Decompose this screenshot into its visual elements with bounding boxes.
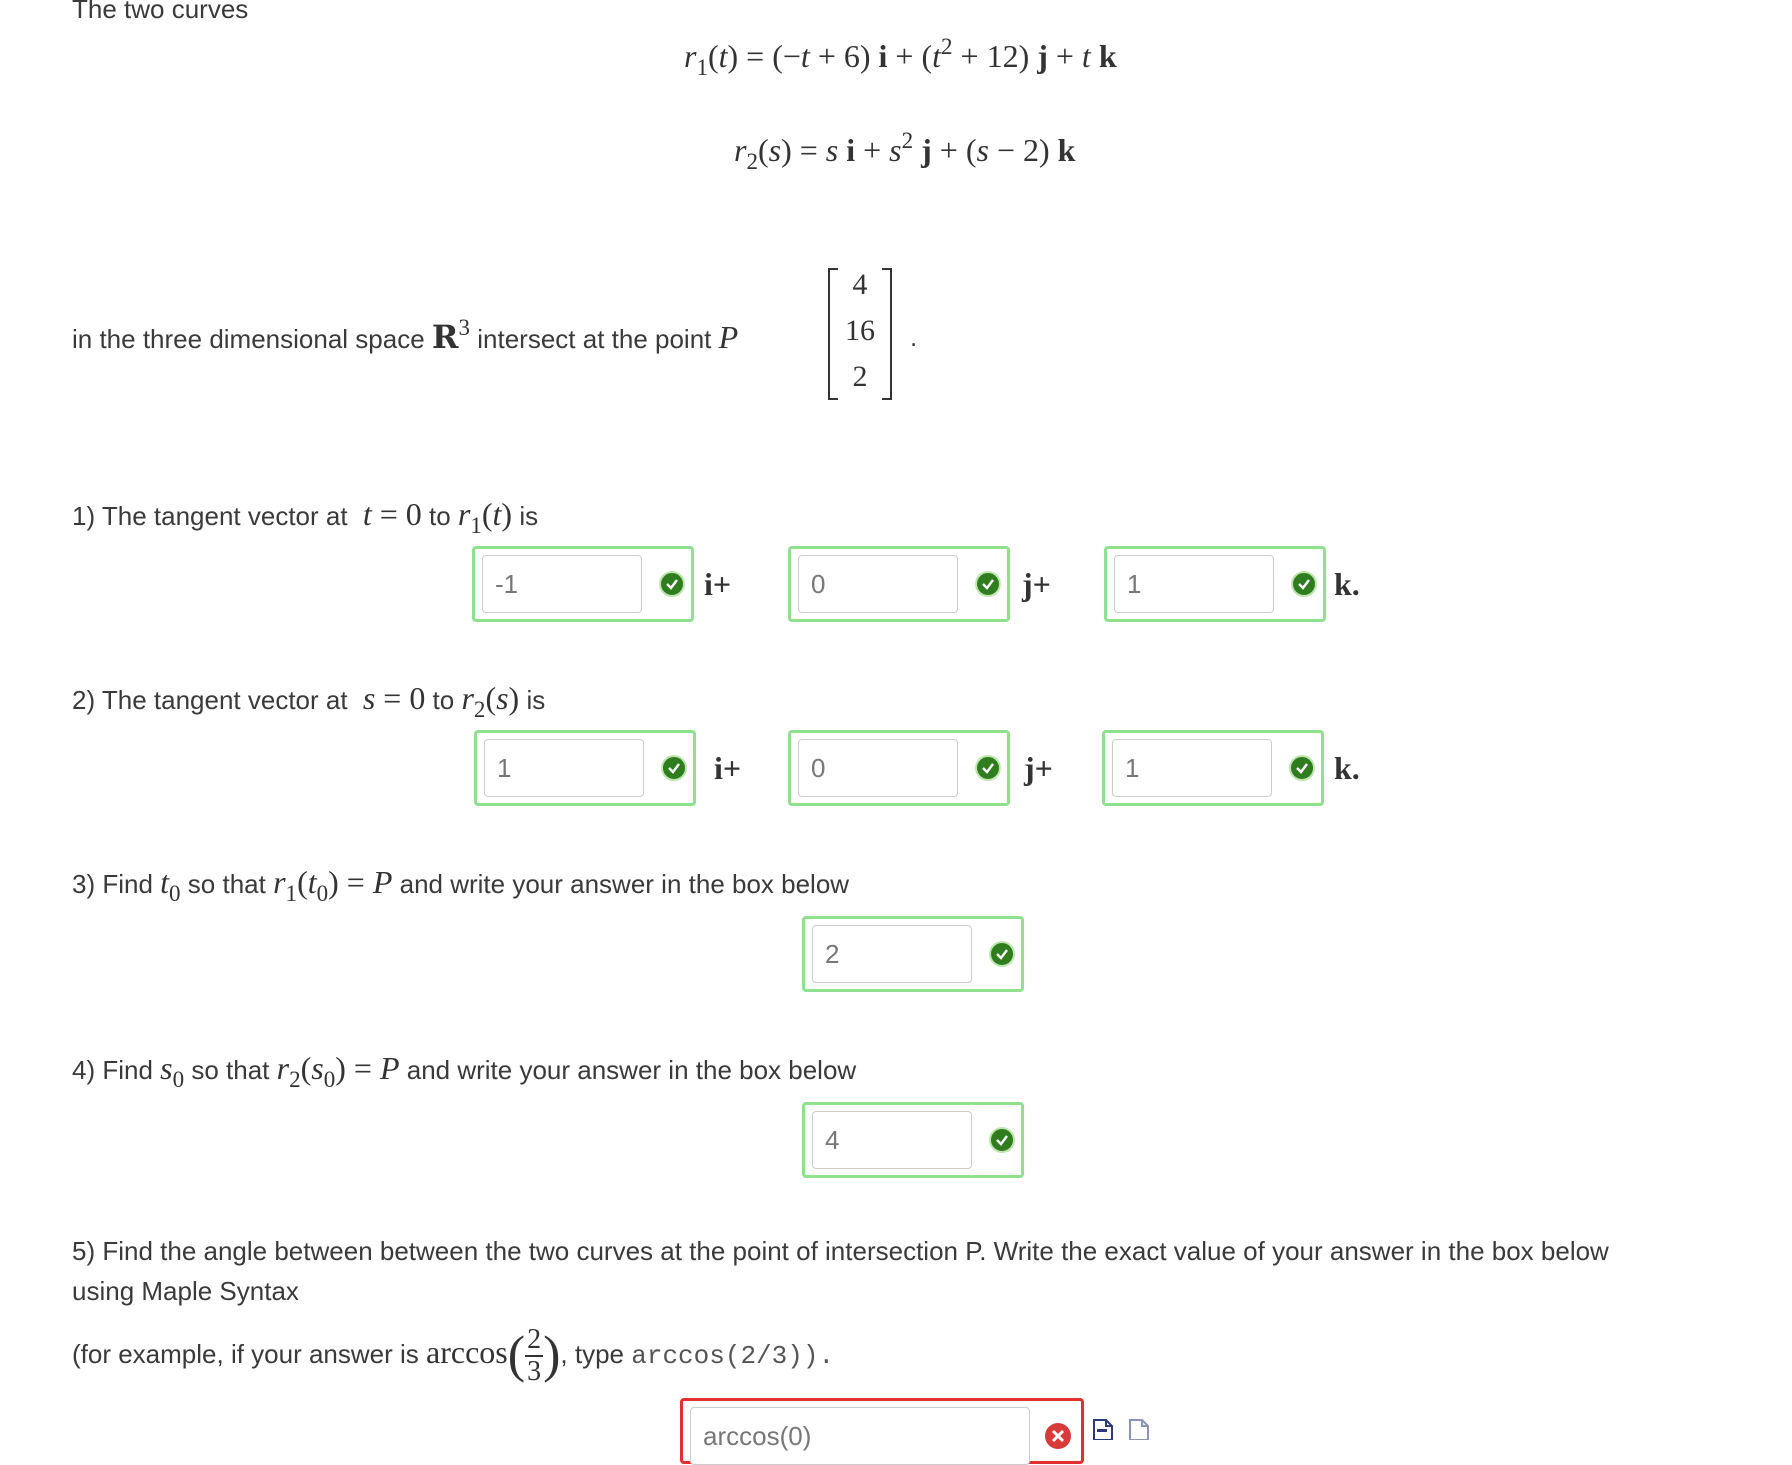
intersection-sentence — [72, 314, 739, 356]
check-icon — [989, 1127, 1015, 1153]
matrix-entry: 16 — [845, 314, 875, 347]
q5-example-math: arccos( $\frac{2}{3}$ ) — [426, 1323, 561, 1387]
q1-answer-i-box — [472, 546, 694, 622]
equation-r1: $r_1(t) = (-t + 6) i + (t^2 + 12) j + t$ k — [684, 33, 1117, 81]
space-text-before: in the three dimensional space — [72, 324, 425, 354]
q1-answer-i-input[interactable] — [482, 555, 642, 613]
space-text-after: intersect at the point — [477, 324, 712, 354]
q3-mid: so that — [187, 869, 266, 899]
error-icon — [1045, 1423, 1071, 1449]
q3-answer-box — [802, 916, 1024, 992]
q2-answer-k-input[interactable] — [1112, 739, 1272, 797]
q2-answer-i-input[interactable] — [484, 739, 644, 797]
q2-answer-i-box — [474, 730, 696, 806]
space-symbol: $R^3$ — [431, 314, 471, 356]
q1-answer-k-box — [1104, 546, 1326, 622]
q3-var: $t_0$ — [160, 864, 181, 907]
q1-prompt — [72, 496, 539, 539]
q4-mid: so that — [191, 1055, 270, 1085]
document-icon[interactable] — [1126, 1418, 1152, 1440]
q4-answer-input[interactable] — [812, 1111, 972, 1169]
q2-prompt — [72, 680, 546, 723]
q2-prefix: 2) The tangent vector at — [72, 685, 348, 715]
check-icon — [1291, 571, 1317, 597]
q4-prefix: 4) Find — [72, 1055, 153, 1085]
q3-prompt — [72, 864, 850, 907]
q1-mid: to — [428, 501, 451, 531]
point-matrix — [824, 268, 896, 400]
preview-document-icon[interactable] — [1090, 1418, 1116, 1440]
q5-example-prefix: (for example, if your answer is — [72, 1339, 419, 1369]
q5-answer-box — [680, 1398, 1084, 1464]
q2-answer-j-input[interactable] — [798, 739, 958, 797]
check-icon — [975, 755, 1001, 781]
q2-condition: s = 0 — [362, 680, 426, 716]
check-icon — [1289, 755, 1315, 781]
matrix-entry: 2 — [852, 360, 868, 393]
unit-i: i+ — [714, 750, 742, 786]
q2-answer-j-box — [788, 730, 1010, 806]
q1-prefix: 1) The tangent vector at — [72, 501, 348, 531]
q5-example — [72, 1320, 835, 1387]
q1-answer-j-input[interactable] — [798, 555, 958, 613]
q5-line1: 5) Find the angle between between the two curves at the point of intersection P. Write the exact value of your answer in the box below — [72, 1236, 1609, 1266]
q3-answer-input[interactable] — [812, 925, 972, 983]
check-icon — [975, 571, 1001, 597]
intro-heading: The two curves — [72, 0, 249, 24]
q1-function: $r_1(t)$ — [457, 496, 513, 539]
q2-answer-k-box — [1102, 730, 1324, 806]
q5-line2: using Maple Syntax — [72, 1276, 299, 1306]
q4-var: $s_0$ — [160, 1050, 185, 1093]
q2-suffix: is — [526, 685, 546, 715]
check-icon — [989, 941, 1015, 967]
matrix-entry: 4 — [852, 268, 868, 301]
q4-suffix: and write your answer in the box below — [406, 1055, 857, 1085]
unit-i: i+ — [704, 566, 732, 602]
unit-j: j+ — [1024, 750, 1053, 786]
equation-r2: $r_2(s) = s$ $i + s^2$ j + (s − 2) k — [734, 127, 1076, 175]
q2-function: $r_2(s)$ — [461, 680, 520, 723]
q1-answer-k-input[interactable] — [1114, 555, 1274, 613]
q1-answer-j-box — [788, 546, 1010, 622]
q5-example-mid: , type — [560, 1339, 624, 1369]
unit-k: k. — [1334, 566, 1360, 602]
q4-prompt — [72, 1050, 857, 1093]
q5-answer-input[interactable] — [690, 1407, 1030, 1465]
matrix-period: . — [910, 322, 918, 352]
q4-equation: $r_2(s_0) = P$ — [276, 1050, 400, 1093]
q1-suffix: is — [519, 501, 539, 531]
q5-example-code: arccos(2/3)). — [631, 1341, 835, 1371]
unit-k: k. — [1334, 750, 1360, 786]
q3-prefix: 3) Find — [72, 869, 153, 899]
q4-answer-box — [802, 1102, 1024, 1178]
unit-j: j+ — [1022, 566, 1051, 602]
q3-suffix: and write your answer in the box below — [399, 869, 850, 899]
point-symbol: P — [718, 319, 739, 355]
check-icon — [659, 571, 685, 597]
check-icon — [661, 755, 687, 781]
q3-equation: $r_1(t_0) = P$ — [273, 864, 393, 907]
q2-mid: to — [432, 685, 455, 715]
q1-condition: t = 0 — [362, 496, 422, 532]
